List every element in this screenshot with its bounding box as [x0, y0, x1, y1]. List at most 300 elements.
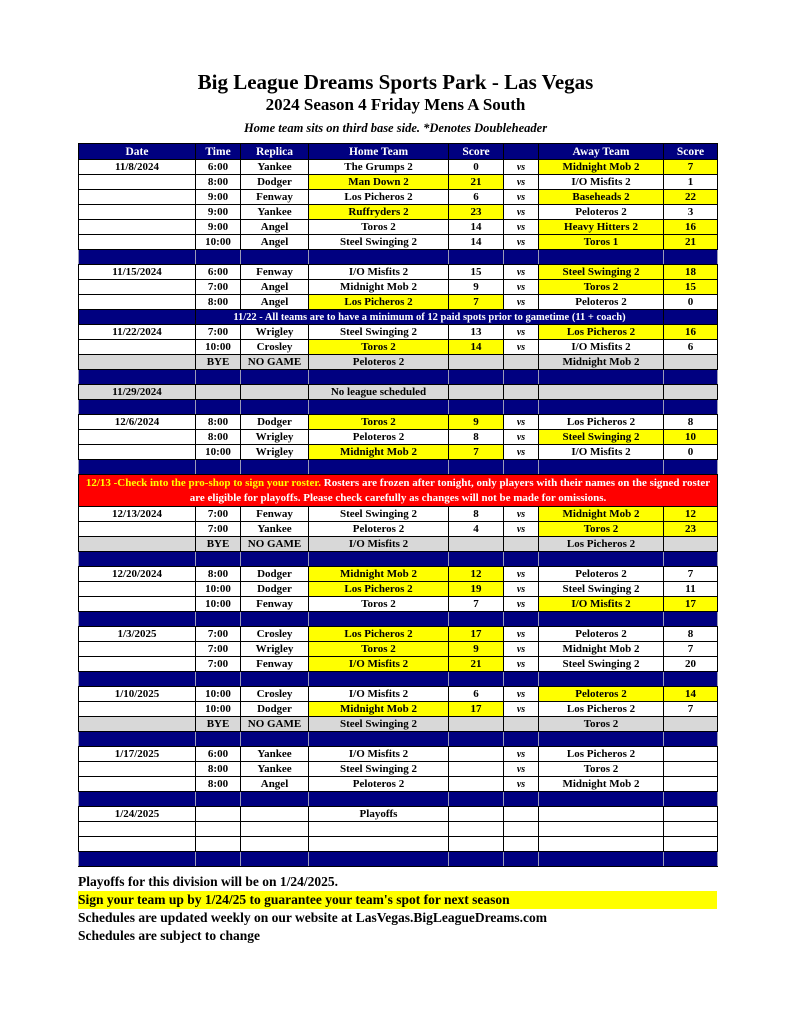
away-score-cell — [664, 807, 718, 822]
vs-label: vs — [504, 627, 539, 642]
home-score-cell — [449, 355, 504, 370]
time-cell: 6:00 — [196, 747, 241, 762]
separator-cell — [449, 400, 504, 415]
vs-label: vs — [504, 522, 539, 537]
replica-cell — [241, 385, 309, 400]
time-cell: 7:00 — [196, 627, 241, 642]
away-score-cell: 10 — [664, 430, 718, 445]
away-score-cell: 23 — [664, 522, 718, 537]
game-row — [79, 160, 718, 175]
score-cell — [664, 310, 718, 325]
home-score-cell: 6 — [449, 687, 504, 702]
vs-label: vs — [504, 430, 539, 445]
game-row — [79, 235, 718, 250]
date-cell — [79, 295, 196, 310]
separator-cell — [241, 250, 309, 265]
away-team-cell: Steel Swinging 2 — [539, 582, 664, 597]
game-row — [79, 445, 718, 460]
separator-cell — [309, 370, 449, 385]
replica-cell: Crosley — [241, 627, 309, 642]
time-cell: 8:00 — [196, 567, 241, 582]
footer-subject-to-change-note: Schedules are subject to change — [78, 928, 260, 943]
time-cell: BYE — [196, 537, 241, 552]
away-team-cell: Peloteros 2 — [539, 687, 664, 702]
away-score-cell: 7 — [664, 642, 718, 657]
date-cell — [79, 597, 196, 612]
vs-label: vs — [504, 220, 539, 235]
date-cell — [79, 190, 196, 205]
separator-cell — [309, 732, 449, 747]
time-cell: 7:00 — [196, 642, 241, 657]
separator-cell — [449, 732, 504, 747]
separator-cell — [504, 732, 539, 747]
replica-cell: Yankee — [241, 747, 309, 762]
separator-cell — [196, 612, 241, 627]
vs-label — [504, 355, 539, 370]
time-cell: BYE — [196, 717, 241, 732]
away-team-cell: Midnight Mob 2 — [539, 160, 664, 175]
empty-cell — [664, 837, 718, 852]
replica-cell: Yankee — [241, 205, 309, 220]
home-team-cell: Midnight Mob 2 — [309, 445, 449, 460]
away-team-cell: Toros 2 — [539, 280, 664, 295]
separator-cell — [449, 370, 504, 385]
separator-cell — [241, 552, 309, 567]
column-header-away-team: Away Team — [539, 144, 664, 160]
away-score-cell — [664, 385, 718, 400]
separator-cell — [504, 792, 539, 807]
home-score-cell: 7 — [449, 597, 504, 612]
vs-label: vs — [504, 687, 539, 702]
replica-cell: Dodger — [241, 702, 309, 717]
column-header-time: Time — [196, 144, 241, 160]
home-team-cell: I/O Misfits 2 — [309, 687, 449, 702]
time-cell — [196, 807, 241, 822]
banner-highlight-text: 12/13 -Check into the pro-shop to sign your roster. — [85, 476, 322, 489]
time-cell: 10:00 — [196, 445, 241, 460]
home-score-cell: 15 — [449, 265, 504, 280]
empty-cell — [504, 822, 539, 837]
separator-cell — [664, 732, 718, 747]
home-score-cell: 21 — [449, 175, 504, 190]
away-team-cell: Midnight Mob 2 — [539, 642, 664, 657]
away-team-cell: I/O Misfits 2 — [539, 175, 664, 190]
away-team-cell — [539, 807, 664, 822]
replica-cell: Fenway — [241, 657, 309, 672]
separator-cell — [79, 460, 196, 475]
separator-cell — [449, 460, 504, 475]
home-team-cell: I/O Misfits 2 — [309, 747, 449, 762]
away-score-cell: 20 — [664, 657, 718, 672]
home-score-cell: 7 — [449, 295, 504, 310]
home-score-cell — [449, 385, 504, 400]
date-cell — [79, 717, 196, 732]
separator-cell — [449, 852, 504, 867]
date-cell — [79, 642, 196, 657]
away-team-cell: Steel Swinging 2 — [539, 657, 664, 672]
away-score-cell: 18 — [664, 265, 718, 280]
replica-cell: Angel — [241, 777, 309, 792]
home-score-cell: 13 — [449, 325, 504, 340]
replica-cell: NO GAME — [241, 537, 309, 552]
game-row — [79, 280, 718, 295]
away-team-cell: Midnight Mob 2 — [539, 355, 664, 370]
home-score-cell: 8 — [449, 430, 504, 445]
page-subtitle: 2024 Season 4 Friday Mens A South — [265, 95, 526, 114]
replica-cell: Dodger — [241, 415, 309, 430]
separator-cell — [241, 400, 309, 415]
separator-row — [79, 400, 718, 415]
home-score-cell: 9 — [449, 415, 504, 430]
replica-cell — [241, 807, 309, 822]
home-team-cell: Peloteros 2 — [309, 355, 449, 370]
vs-label: vs — [504, 747, 539, 762]
home-team-cell: Los Picheros 2 — [309, 295, 449, 310]
away-team-cell: Los Picheros 2 — [539, 415, 664, 430]
away-team-cell: Toros 1 — [539, 235, 664, 250]
home-team-cell: Midnight Mob 2 — [309, 280, 449, 295]
separator-cell — [664, 250, 718, 265]
away-score-cell: 8 — [664, 627, 718, 642]
separator-cell — [79, 612, 196, 627]
away-score-cell: 0 — [664, 445, 718, 460]
separator-cell — [196, 370, 241, 385]
separator-row — [79, 552, 718, 567]
away-team-cell: Los Picheros 2 — [539, 702, 664, 717]
away-team-cell: I/O Misfits 2 — [539, 445, 664, 460]
separator-cell — [504, 460, 539, 475]
away-team-cell: Peloteros 2 — [539, 205, 664, 220]
date-cell: 1/3/2025 — [79, 627, 196, 642]
notice-text-cell: Playoffs — [309, 807, 449, 822]
away-score-cell: 14 — [664, 687, 718, 702]
time-cell: 7:00 — [196, 325, 241, 340]
game-row — [79, 747, 718, 762]
separator-cell — [79, 852, 196, 867]
empty-cell — [309, 822, 449, 837]
away-score-cell: 7 — [664, 160, 718, 175]
game-row — [79, 430, 718, 445]
game-row — [79, 582, 718, 597]
time-cell: 9:00 — [196, 190, 241, 205]
empty-row — [79, 822, 718, 837]
replica-cell: Yankee — [241, 160, 309, 175]
separator-cell — [539, 732, 664, 747]
vs-label: vs — [504, 295, 539, 310]
note-text-cell: 11/22 - All teams are to have a minimum of 12 paid spots prior to gametime (11 + coach) — [196, 310, 664, 325]
away-score-cell: 7 — [664, 567, 718, 582]
title-block — [0, 0, 791, 136]
vs-label: vs — [504, 280, 539, 295]
time-cell: 10:00 — [196, 687, 241, 702]
home-score-cell: 4 — [449, 522, 504, 537]
away-score-cell: 3 — [664, 205, 718, 220]
separator-cell — [504, 612, 539, 627]
separator-cell — [449, 792, 504, 807]
vs-label: vs — [504, 205, 539, 220]
column-header-score: Score — [664, 144, 718, 160]
separator-cell — [309, 460, 449, 475]
away-team-cell: Steel Swinging 2 — [539, 265, 664, 280]
separator-cell — [504, 250, 539, 265]
separator-cell — [309, 552, 449, 567]
empty-cell — [196, 822, 241, 837]
vs-label: vs — [504, 702, 539, 717]
date-cell — [79, 762, 196, 777]
home-team-cell: Man Down 2 — [309, 175, 449, 190]
time-cell: BYE — [196, 355, 241, 370]
separator-cell — [449, 612, 504, 627]
date-cell — [79, 777, 196, 792]
vs-label — [504, 537, 539, 552]
separator-cell — [539, 672, 664, 687]
away-team-cell: Peloteros 2 — [539, 627, 664, 642]
empty-cell — [449, 837, 504, 852]
time-cell: 10:00 — [196, 582, 241, 597]
separator-cell — [196, 552, 241, 567]
separator-cell — [241, 672, 309, 687]
separator-row — [79, 460, 718, 475]
vs-label: vs — [504, 762, 539, 777]
away-team-cell: Peloteros 2 — [539, 295, 664, 310]
date-cell: 11/22/2024 — [79, 325, 196, 340]
away-team-cell: Los Picheros 2 — [539, 537, 664, 552]
replica-cell: Dodger — [241, 567, 309, 582]
separator-row — [79, 370, 718, 385]
home-score-cell: 14 — [449, 340, 504, 355]
away-team-cell: Steel Swinging 2 — [539, 430, 664, 445]
home-score-cell — [449, 777, 504, 792]
separator-cell — [196, 250, 241, 265]
date-cell: 12/13/2024 — [79, 507, 196, 522]
vs-label — [504, 717, 539, 732]
replica-cell: Wrigley — [241, 445, 309, 460]
separator-cell — [309, 400, 449, 415]
vs-label: vs — [504, 265, 539, 280]
separator-cell — [539, 400, 664, 415]
date-cell — [79, 430, 196, 445]
date-cell — [79, 205, 196, 220]
away-score-cell — [664, 537, 718, 552]
separator-cell — [241, 370, 309, 385]
separator-cell — [241, 460, 309, 475]
empty-cell — [241, 837, 309, 852]
away-score-cell: 1 — [664, 175, 718, 190]
home-team-cell: Peloteros 2 — [309, 430, 449, 445]
away-team-cell: Heavy Hitters 2 — [539, 220, 664, 235]
footer-notes — [78, 873, 717, 945]
replica-cell: Angel — [241, 280, 309, 295]
home-team-cell: Midnight Mob 2 — [309, 567, 449, 582]
footer-website-note: Schedules are updated weekly on our website at LasVegas.BigLeagueDreams.com — [78, 910, 548, 925]
notice-row — [79, 385, 718, 400]
empty-cell — [79, 822, 196, 837]
replica-cell: Crosley — [241, 340, 309, 355]
schedule-table-body — [79, 144, 718, 867]
separator-cell — [241, 852, 309, 867]
replica-cell: Yankee — [241, 762, 309, 777]
home-score-cell: 19 — [449, 582, 504, 597]
away-score-cell: 8 — [664, 415, 718, 430]
separator-cell — [449, 672, 504, 687]
date-cell — [79, 235, 196, 250]
separator-cell — [664, 612, 718, 627]
home-score-cell: 0 — [449, 160, 504, 175]
home-score-cell: 6 — [449, 190, 504, 205]
vs-label — [504, 385, 539, 400]
separator-cell — [196, 460, 241, 475]
away-team-cell: Toros 2 — [539, 522, 664, 537]
home-team-cell: Peloteros 2 — [309, 777, 449, 792]
away-score-cell: 0 — [664, 295, 718, 310]
date-cell — [79, 340, 196, 355]
separator-cell — [664, 672, 718, 687]
date-cell: 11/15/2024 — [79, 265, 196, 280]
time-cell: 6:00 — [196, 265, 241, 280]
separator-cell — [309, 852, 449, 867]
date-cell: 1/17/2025 — [79, 747, 196, 762]
separator-cell — [79, 672, 196, 687]
separator-cell — [539, 250, 664, 265]
home-score-cell: 7 — [449, 445, 504, 460]
separator-row — [79, 672, 718, 687]
home-team-cell: Steel Swinging 2 — [309, 235, 449, 250]
separator-cell — [504, 400, 539, 415]
separator-cell — [241, 732, 309, 747]
time-cell: 7:00 — [196, 507, 241, 522]
column-header-vs — [504, 144, 539, 160]
replica-cell: Wrigley — [241, 430, 309, 445]
separator-cell — [309, 250, 449, 265]
game-row — [79, 190, 718, 205]
date-cell — [79, 537, 196, 552]
vs-label: vs — [504, 777, 539, 792]
replica-cell: Fenway — [241, 265, 309, 280]
game-row — [79, 295, 718, 310]
game-row — [79, 522, 718, 537]
schedule-table — [78, 143, 718, 867]
empty-cell — [539, 822, 664, 837]
home-team-cell: Steel Swinging 2 — [309, 717, 449, 732]
separator-cell — [539, 370, 664, 385]
separator-cell — [241, 612, 309, 627]
vs-label: vs — [504, 582, 539, 597]
date-cell — [79, 522, 196, 537]
home-score-cell — [449, 807, 504, 822]
away-team-cell: Los Picheros 2 — [539, 747, 664, 762]
time-cell: 8:00 — [196, 415, 241, 430]
time-cell: 8:00 — [196, 295, 241, 310]
away-team-cell: Los Picheros 2 — [539, 325, 664, 340]
home-team-cell: Steel Swinging 2 — [309, 325, 449, 340]
away-team-cell: Peloteros 2 — [539, 567, 664, 582]
home-score-cell: 9 — [449, 642, 504, 657]
roster-banner-row — [79, 475, 718, 507]
date-cell — [79, 220, 196, 235]
column-header-score: Score — [449, 144, 504, 160]
game-row — [79, 175, 718, 190]
separator-cell — [539, 552, 664, 567]
notice-text-cell: No league scheduled — [309, 385, 449, 400]
separator-row — [79, 852, 718, 867]
replica-cell: Crosley — [241, 687, 309, 702]
home-team-cell: Los Picheros 2 — [309, 627, 449, 642]
time-cell: 9:00 — [196, 205, 241, 220]
home-team-cell: Toros 2 — [309, 220, 449, 235]
home-score-cell: 14 — [449, 235, 504, 250]
page-tagline: Home team sits on third base side. *Denotes Doubleheader — [243, 121, 548, 135]
away-team-cell: Baseheads 2 — [539, 190, 664, 205]
home-team-cell: Los Picheros 2 — [309, 582, 449, 597]
vs-label: vs — [504, 507, 539, 522]
date-cell: 1/24/2025 — [79, 807, 196, 822]
date-cell — [79, 355, 196, 370]
separator-row — [79, 612, 718, 627]
home-score-cell: 8 — [449, 507, 504, 522]
vs-label: vs — [504, 445, 539, 460]
home-score-cell: 9 — [449, 280, 504, 295]
home-score-cell — [449, 747, 504, 762]
away-score-cell — [664, 355, 718, 370]
separator-cell — [196, 400, 241, 415]
column-header-date: Date — [79, 144, 196, 160]
time-cell: 10:00 — [196, 597, 241, 612]
vs-label: vs — [504, 235, 539, 250]
separator-cell — [664, 552, 718, 567]
time-cell: 10:00 — [196, 340, 241, 355]
vs-label: vs — [504, 657, 539, 672]
vs-label: vs — [504, 325, 539, 340]
separator-cell — [79, 552, 196, 567]
game-row — [79, 567, 718, 582]
vs-label: vs — [504, 642, 539, 657]
home-team-cell: Los Picheros 2 — [309, 190, 449, 205]
time-cell: 10:00 — [196, 235, 241, 250]
vs-label — [504, 807, 539, 822]
game-row — [79, 340, 718, 355]
away-team-cell: Midnight Mob 2 — [539, 777, 664, 792]
home-score-cell — [449, 762, 504, 777]
separator-cell — [664, 852, 718, 867]
away-score-cell: 7 — [664, 702, 718, 717]
home-score-cell: 17 — [449, 627, 504, 642]
date-cell: 12/6/2024 — [79, 415, 196, 430]
replica-cell: Angel — [241, 235, 309, 250]
empty-cell — [241, 822, 309, 837]
home-score-cell — [449, 537, 504, 552]
vs-label: vs — [504, 160, 539, 175]
date-cell: 11/8/2024 — [79, 160, 196, 175]
away-score-cell: 6 — [664, 340, 718, 355]
game-row — [79, 220, 718, 235]
banner-text-cell — [79, 475, 718, 507]
bye-row — [79, 537, 718, 552]
time-cell: 8:00 — [196, 762, 241, 777]
game-row — [79, 702, 718, 717]
away-team-cell: Midnight Mob 2 — [539, 507, 664, 522]
page-title: Big League Dreams Sports Park - Las Vegas — [197, 70, 594, 94]
home-score-cell: 14 — [449, 220, 504, 235]
separator-cell — [449, 250, 504, 265]
game-row — [79, 597, 718, 612]
date-cell: 11/29/2024 — [79, 385, 196, 400]
banner-rest-text: Rosters are frozen after tonight, only players with their names on the signed roster are eligible for playoffs. Please check carefully as changes will not be made for omissions. — [189, 476, 711, 504]
vs-label: vs — [504, 175, 539, 190]
time-cell: 7:00 — [196, 522, 241, 537]
separator-cell — [539, 612, 664, 627]
date-cell — [79, 175, 196, 190]
away-score-cell: 16 — [664, 325, 718, 340]
